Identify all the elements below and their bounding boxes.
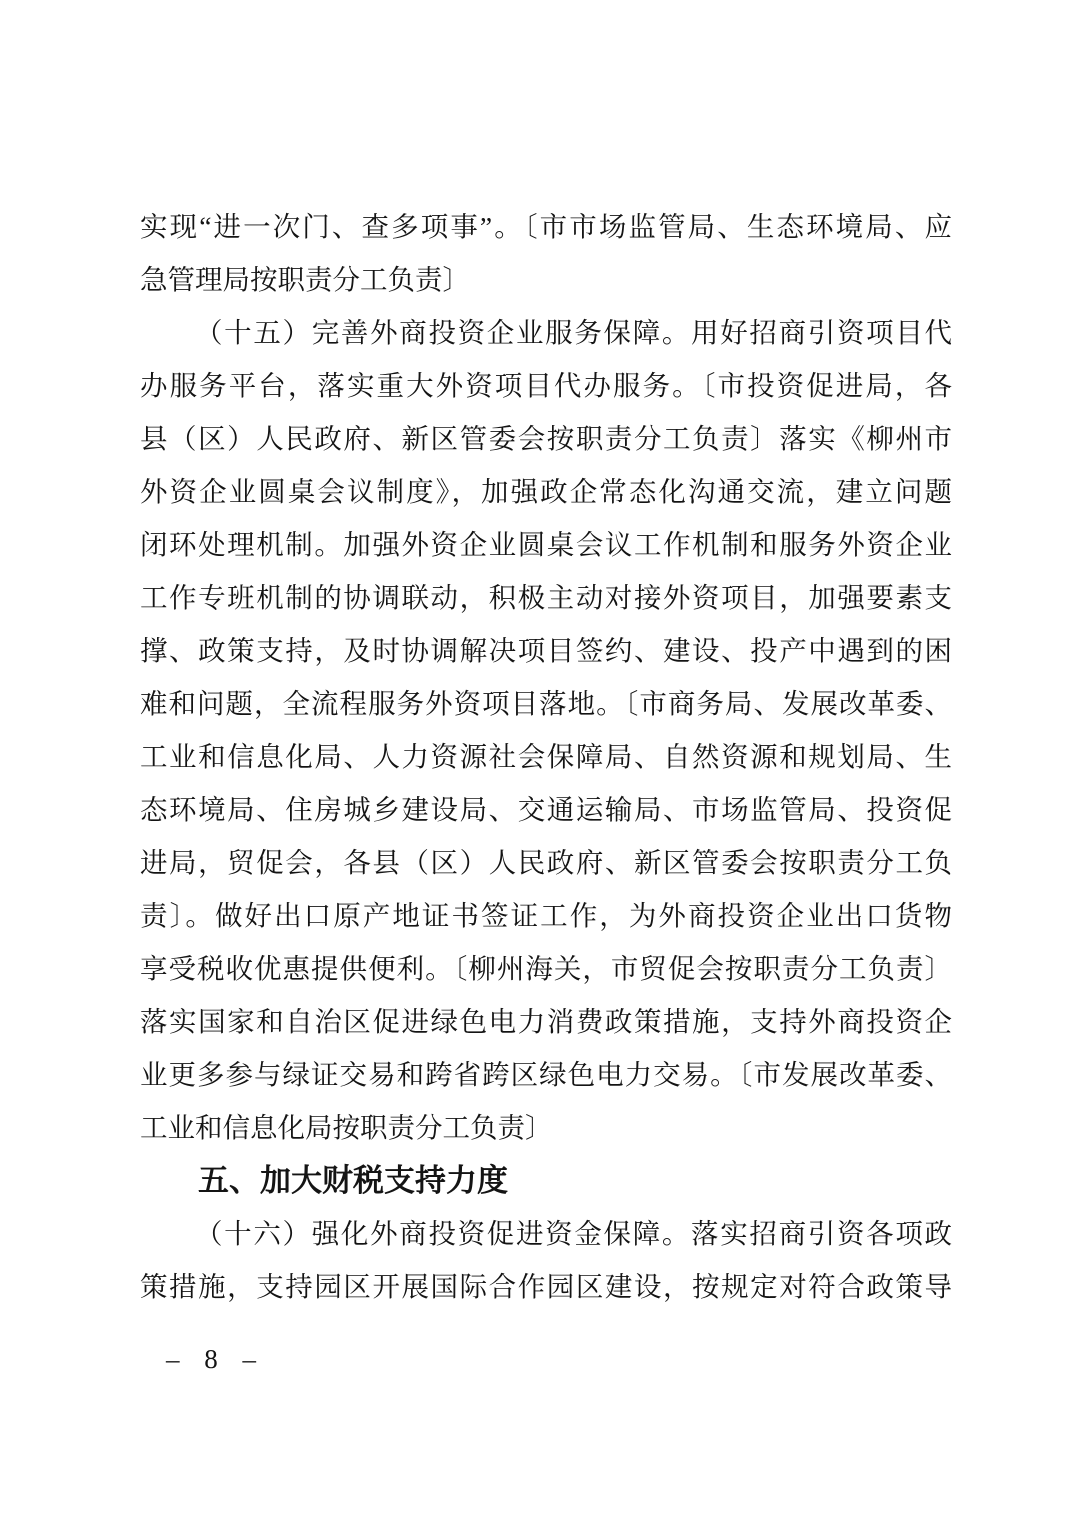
- text-line: 闭环处理机制。加强外资企业圆桌会议工作机制和服务外资企业: [140, 529, 952, 560]
- text-line: 办服务平台，落实重大外资项目代办服务。〔市投资促进局，各: [140, 370, 952, 401]
- page-number: – 8 –: [166, 1344, 265, 1374]
- paragraph-start-line: （十六）强化外商投资促进资金保障。落实招商引资各项政: [195, 1218, 952, 1249]
- text-line: 县（区）人民政府、新区管委会按职责分工负责〕落实《柳州市: [140, 423, 952, 454]
- text-line: 态环境局、住房城乡建设局、交通运输局、市场监管局、投资促: [140, 794, 952, 825]
- text-line: 享受税收优惠提供便利。〔柳州海关，市贸促会按职责分工负责〕: [140, 953, 952, 984]
- text-line: 策措施，支持园区开展国际合作园区建设，按规定对符合政策导: [140, 1271, 952, 1302]
- text-line: 难和问题，全流程服务外资项目落地。〔市商务局、发展改革委、: [140, 688, 952, 719]
- text-line: 工作专班机制的协调联动，积极主动对接外资项目，加强要素支: [140, 582, 952, 613]
- text-line: 急管理局按职责分工负责〕: [140, 264, 470, 295]
- text-line: 责〕。做好出口原产地证书签证工作，为外商投资企业出口货物: [140, 900, 952, 931]
- text-line: 落实国家和自治区促进绿色电力消费政策措施，支持外商投资企: [140, 1006, 952, 1037]
- paragraph-item-16: [140, 1207, 952, 1313]
- paragraph-continuation: [140, 200, 952, 306]
- paragraph-item-15: [140, 306, 952, 1154]
- document-text-block: [140, 200, 952, 1313]
- section-heading: 五、加大财税支持力度: [198, 1163, 508, 1198]
- text-line: 实现“进一次门、查多项事”。〔市市场监管局、生态环境局、应: [140, 211, 952, 242]
- paragraph-start-line: （十五）完善外商投资企业服务保障。用好招商引资项目代: [195, 317, 952, 348]
- text-line: 工业和信息化局按职责分工负责〕: [140, 1112, 553, 1143]
- text-line: 撑、政策支持，及时协调解决项目签约、建设、投产中遇到的困: [140, 635, 952, 666]
- text-line: 工业和信息化局、人力资源社会保障局、自然资源和规划局、生: [140, 741, 952, 772]
- text-line: 进局，贸促会，各县（区）人民政府、新区管委会按职责分工负: [140, 847, 952, 878]
- text-line: 业更多参与绿证交易和跨省跨区绿色电力交易。〔市发展改革委、: [140, 1059, 952, 1090]
- text-line: 外资企业圆桌会议制度》，加强政企常态化沟通交流，建立问题: [140, 476, 952, 507]
